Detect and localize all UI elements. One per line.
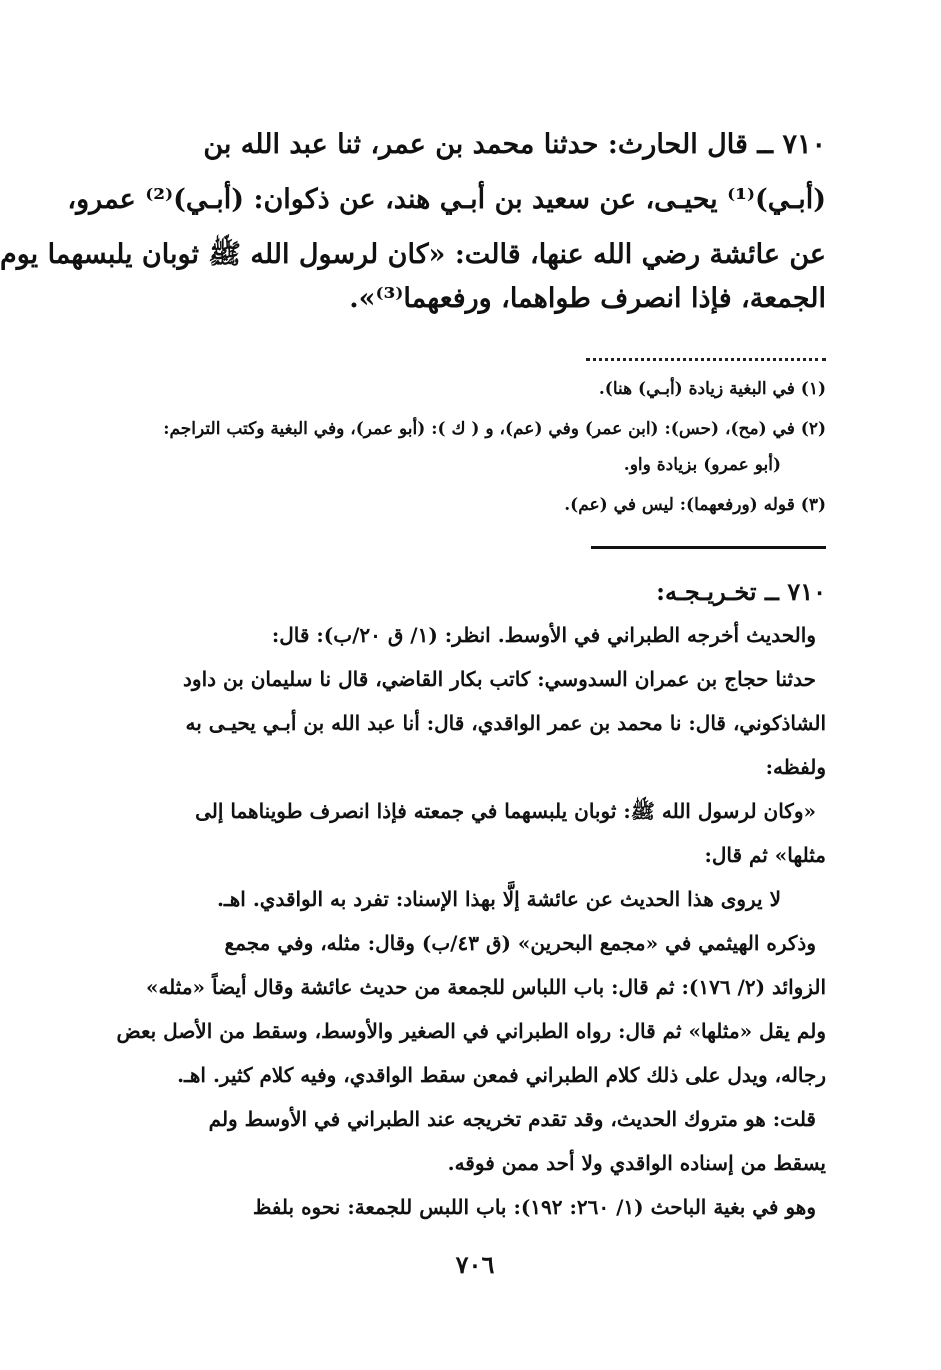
takhrij-line: والحديث أخرجه الطبراني في الأوسط. انظر: (١/ ق ٢٠/ب): قال: bbox=[271, 623, 816, 647]
takhrij-line: رجاله، ويدل على ذلك كلام الطبراني فمعن سقط الواقدي، وفيه كلام كثير. اهـ. bbox=[177, 1063, 826, 1087]
page-number: ٧٠٦ bbox=[455, 1250, 495, 1279]
takhrij-line: الشاذكوني، قال: نا محمد بن عمر الواقدي، قال: أنا عبد الله بن أبـي يحيـى به bbox=[185, 711, 826, 735]
takhrij-line: مثلها» ثم قال: bbox=[704, 843, 826, 867]
takhrij-line: يسقط من إسناده الواقدي ولا أحد ممن فوقه. bbox=[447, 1151, 826, 1175]
footnote-2: (٢) في (مح)، (حس): (ابن عمر) وفي (عم)، و ( ك ): (أبو عمر)، وفي البغية وكتب التراجم: bbox=[163, 419, 826, 439]
takhrij-line: قلت: هو متروك الحديث، وقد تقدم تخريجه عند الطبراني في الأوسط ولم bbox=[208, 1107, 816, 1131]
takhrij-line: ولفظه: bbox=[765, 755, 826, 779]
takhrij-line: حدثنا حجاج بن عمران السدوسي: كاتب بكار القاضي، قال نا سليمان بن داود bbox=[183, 667, 816, 691]
hadith-line-4: الجمعة، فإذا انصرف طواهما، ورفعهما⁽³⁾». bbox=[349, 283, 826, 314]
hadith-line-2: (أبـي)⁽¹⁾ يحيـى، عن سعيد بن أبـي هند، عن ذكوان: (أبـي)⁽²⁾ عمرو، bbox=[67, 184, 826, 215]
section-divider bbox=[591, 546, 826, 549]
footnote-2-continued: (أبو عمرو) بزيادة واو. bbox=[623, 455, 781, 475]
takhrij-heading: ٧١٠ ــ تخـريـجـه: bbox=[656, 577, 826, 606]
footnote-3: (٣) قوله (ورفعهما): ليس في (عم). bbox=[564, 495, 826, 515]
hadith-line-1: ٧١٠ ــ قال الحارث: حدثنا محمد بن عمر، ثنا عبد الله بن bbox=[203, 129, 826, 160]
footnote-1: (١) في البغية زيادة (أبـي) هنا). bbox=[598, 379, 826, 399]
takhrij-line: ولم يقل «مثلها» ثم قال: رواه الطبراني في الصغير والأوسط، وسقط من الأصل بعض bbox=[116, 1019, 826, 1043]
hadith-line-3: عن عائشة رضي الله عنها، قالت: «كان لرسول الله ﷺ ثوبان يلبسهما يوم bbox=[0, 239, 826, 270]
footnote-separator bbox=[586, 344, 826, 361]
takhrij-line: وذكره الهيثمي في «مجمع البحرين» (ق ٤٣/ب) وقال: مثله، وفي مجمع bbox=[224, 931, 816, 955]
takhrij-line: لا يروى هذا الحديث عن عائشة إلَّا بهذا الإسناد: تفرد به الواقدي. اهـ. bbox=[216, 887, 781, 911]
takhrij-line: الزوائد (٢/ ١٧٦): ثم قال: باب اللباس للجمعة من حديث عائشة وقال أيضاً «مثله» bbox=[145, 975, 826, 999]
takhrij-line: «وكان لرسول الله ﷺ: ثوبان يلبسهما في جمعته فإذا انصرف طويناهما إلى bbox=[195, 799, 816, 823]
takhrij-line: وهو في بغية الباحث (١/ ٢٦٠: ١٩٢): باب اللبس للجمعة: نحوه بلفظ bbox=[252, 1195, 816, 1219]
